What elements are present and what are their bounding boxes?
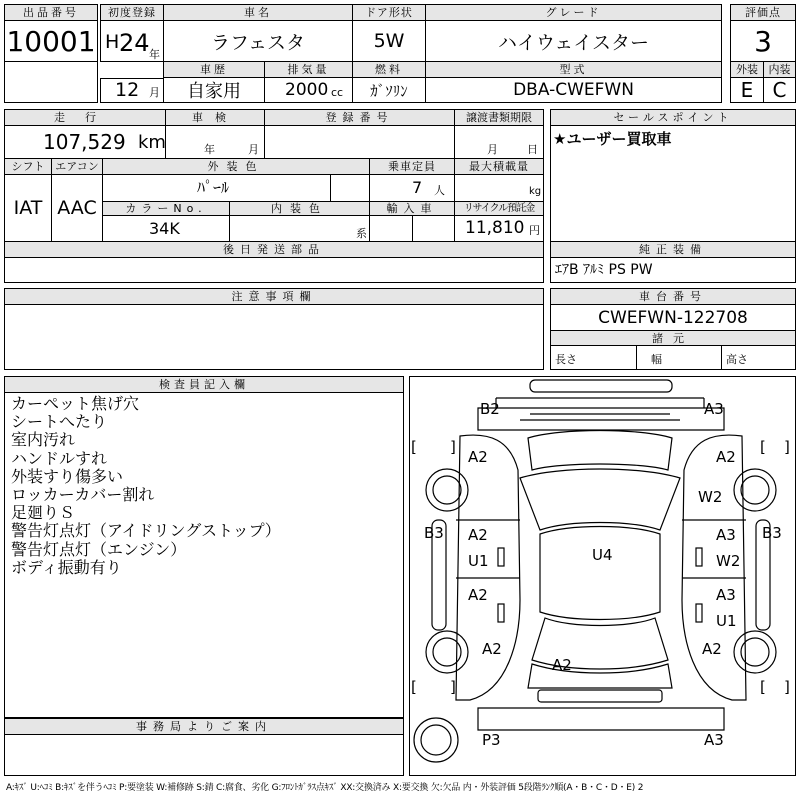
interior-grade-value: C (772, 78, 787, 102)
bracket-left-rear-close: ] (450, 678, 456, 696)
inspection-label: 車検 (165, 109, 265, 126)
score-label: 評価点 (730, 4, 796, 21)
month-value: 12 (115, 79, 140, 101)
bracket-left-rear: [ (411, 678, 417, 696)
mark-left-front-fender: A2 (468, 448, 488, 466)
inspector-note-line: シートへたり (11, 412, 108, 432)
import-cell-b (412, 215, 455, 242)
mark-right-front-wheel: W2 (698, 488, 723, 506)
inspector-note-line: 外装すり傷多い (11, 466, 124, 486)
inspector-note-line: 室内汚れ (11, 430, 76, 450)
grade-value: ハイウェイスター (497, 31, 650, 54)
grade-cell (425, 20, 722, 62)
transfer-day-unit: 日 (527, 143, 538, 156)
fuel-value: ｶﾞｿﾘﾝ (370, 81, 408, 100)
exterior-color-label: 外装色 (102, 158, 370, 175)
mark-left-rear-quarter: A2 (482, 640, 502, 658)
fuel-cell (352, 77, 426, 103)
aircon-cell (51, 174, 103, 242)
displacement-value: 2000 (285, 80, 329, 100)
capacity-unit: 人 (434, 184, 445, 197)
fuel-label: 燃料 (352, 61, 426, 78)
color-no-label: カラーNo. (102, 201, 230, 216)
shift-label: シフト (4, 158, 52, 175)
bracket-left-front: [ (411, 438, 417, 456)
recycle-value: 11,810 (465, 218, 525, 238)
notes-label: 注意事項欄 (4, 288, 544, 305)
history-label: 車歴 (163, 61, 265, 78)
bracket-right-rear: [ (760, 678, 766, 696)
bracket-right-front-close: ] (784, 438, 790, 456)
shift-value: IAT (13, 197, 43, 219)
mark-right-front-door: A3 (716, 526, 736, 544)
door-type-label: ドア形状 (352, 4, 426, 21)
length-label: 長さ (555, 353, 577, 366)
inspector-note-line: ハンドルすれ (11, 448, 108, 468)
specs-label: 諸元 (550, 330, 796, 346)
recycle-unit: 円 (529, 224, 540, 237)
lot-number-value: 10001 (6, 24, 96, 58)
displacement-label: 排気量 (264, 61, 353, 78)
mark-right-front-door-repair: W2 (716, 552, 741, 570)
model-cell (425, 77, 722, 103)
max-load-cell (454, 174, 544, 202)
year-value: 24 (119, 29, 150, 57)
mileage-cell (4, 125, 166, 159)
exterior-color-cell (102, 174, 331, 202)
genuine-equipment-value: ｴｱB ｱﾙﾐ PS PW (555, 262, 653, 278)
lot-number-cell (4, 20, 98, 62)
chassis-value: CWEFWN-122708 (598, 307, 748, 328)
lot-number-blank (4, 61, 98, 103)
interior-color-suffix: 系 (356, 227, 367, 240)
transfer-month-unit: 月 (487, 143, 498, 156)
sales-point-value: ★ユーザー買取車 (553, 130, 672, 148)
grade-label: グレード (425, 4, 722, 21)
mark-front-right-bumper: A3 (704, 400, 724, 418)
damage-legend: A:ｷｽﾞ U:ﾍｺﾐ B:ｷｽﾞを伴うﾍｺﾐ P:要塗装 W:補修跡 S:錆 C:腐食、劣化 G:ﾌﾛﾝﾄｶﾞﾗｽ点ｷｽﾞ XX:交換済み X:要交換 欠:欠品 内・外装評価 5段階ﾗﾝｸ順(A・B・C・D・E) 2 (6, 783, 644, 793)
interior-grade-cell (763, 77, 796, 103)
inspection-month-unit: 月 (248, 143, 259, 156)
shift-cell (4, 174, 52, 242)
history-cell (163, 77, 265, 103)
model-value: DBA-CWEFWN (513, 80, 634, 100)
displacement-cell (264, 77, 353, 103)
sales-point-label: セールスポイント (550, 109, 796, 126)
history-value: 自家用 (187, 81, 241, 102)
mileage-label: 走行 (4, 109, 166, 126)
office-guide-cell (4, 734, 404, 776)
mark-right-sill: B3 (762, 524, 782, 542)
later-parts-label: 後日発送部品 (4, 241, 544, 258)
mark-right-front-fender: A2 (716, 448, 736, 466)
capacity-label: 乗車定員 (369, 158, 455, 175)
color-no-value: 34K (149, 219, 180, 238)
import-label: 輸入車 (369, 201, 455, 216)
bracket-right-front: [ (760, 438, 766, 456)
interior-grade-label: 内装 (763, 61, 796, 78)
score-value: 3 (754, 24, 772, 58)
exterior-grade-cell (730, 77, 764, 103)
recycle-label: リサイクル預託金 (454, 201, 544, 216)
capacity-cell (369, 174, 455, 202)
color-no-cell (102, 215, 230, 242)
first-registration-year-cell (100, 20, 164, 62)
capacity-value: 7 (412, 178, 423, 197)
mark-left-sill: B3 (424, 524, 444, 542)
transfer-docs-cell (454, 125, 544, 159)
year-unit: 年 (149, 48, 160, 61)
aircon-label: エアコン (51, 158, 103, 175)
inspector-notes-label: 検査員記入欄 (4, 376, 404, 393)
height-label: 高さ (726, 353, 748, 366)
chassis-label: 車台番号 (550, 288, 796, 305)
genuine-equipment-cell (550, 257, 796, 283)
max-load-unit: kg (529, 186, 542, 197)
mark-roof: U4 (592, 546, 613, 564)
mark-tailgate: A2 (552, 656, 572, 674)
model-label: 型式 (425, 61, 722, 78)
inspector-note-line: 警告灯点灯（エンジン） (11, 539, 187, 559)
genuine-equipment-label: 純正装備 (550, 241, 796, 258)
month-unit: 月 (149, 86, 160, 99)
inspection-cell (165, 125, 265, 159)
recycle-cell (454, 215, 544, 242)
inspector-note-line: 警告灯点灯（アイドリングストップ） (11, 521, 281, 541)
interior-color-cell (229, 215, 370, 242)
mark-left-front-door-dent: U1 (468, 552, 489, 570)
later-parts-cell (4, 257, 544, 283)
exterior-color-extra-cell (330, 174, 370, 202)
mark-front-left-bumper: B2 (480, 400, 500, 418)
era-value: H (105, 31, 120, 53)
mark-right-rear-door: A3 (716, 586, 736, 604)
mileage-value: 107,529 (43, 130, 126, 154)
mark-rear-right-bumper: A3 (704, 731, 724, 749)
inspector-note-line: ロッカーカバー割れ (11, 485, 155, 505)
inspection-year-unit: 年 (204, 143, 215, 156)
width-cell (636, 345, 722, 370)
car-diagram (409, 376, 796, 776)
mark-rear-left-bumper: P3 (482, 731, 501, 749)
interior-color-label: 内装色 (229, 201, 370, 216)
car-name-cell (163, 20, 353, 62)
first-registration-label: 初度登録 (100, 4, 164, 21)
door-type-cell (352, 20, 426, 62)
bracket-right-rear-close: ] (784, 678, 790, 696)
exterior-color-value: ﾊﾟｰﾙ (197, 178, 230, 197)
door-type-value: 5W (373, 30, 405, 52)
import-cell-a (369, 215, 413, 242)
office-guide-label: 事務局よりご案内 (4, 718, 404, 735)
registration-cell (264, 125, 455, 159)
chassis-cell (550, 304, 796, 331)
mark-right-rear-quarter: A2 (702, 640, 722, 658)
mark-right-rear-door-dent: U1 (716, 612, 737, 630)
mark-left-front-door: A2 (468, 526, 488, 544)
bracket-left-front-close: ] (450, 438, 456, 456)
inspector-note-line: ボディ振動有り (11, 557, 122, 577)
exterior-grade-value: E (740, 78, 754, 102)
mileage-unit: km (138, 132, 166, 153)
transfer-docs-label: 譲渡書類期限 (454, 109, 544, 126)
exterior-grade-label: 外装 (730, 61, 764, 78)
aircon-value: AAC (57, 197, 97, 219)
car-name-value: ラフェスタ (210, 31, 306, 54)
width-label: 幅 (651, 353, 662, 366)
inspector-note-line: 足廻りＳ (11, 503, 76, 523)
car-name-label: 車名 (163, 4, 353, 21)
damage-marks (424, 400, 782, 749)
displacement-unit: cc (331, 86, 344, 99)
max-load-label: 最大積載量 (454, 158, 544, 175)
length-cell (550, 345, 637, 370)
first-registration-month-cell (100, 78, 164, 103)
inspector-notes-cell (4, 392, 404, 718)
notes-cell (4, 304, 544, 370)
mark-left-rear-door: A2 (468, 586, 488, 604)
registration-label: 登録番号 (264, 109, 455, 126)
lot-number-label: 出品番号 (4, 4, 98, 21)
inspector-note-line: カーペット焦げ穴 (11, 394, 140, 413)
score-cell (730, 20, 796, 62)
height-cell (721, 345, 796, 370)
sales-point-cell (550, 125, 796, 242)
